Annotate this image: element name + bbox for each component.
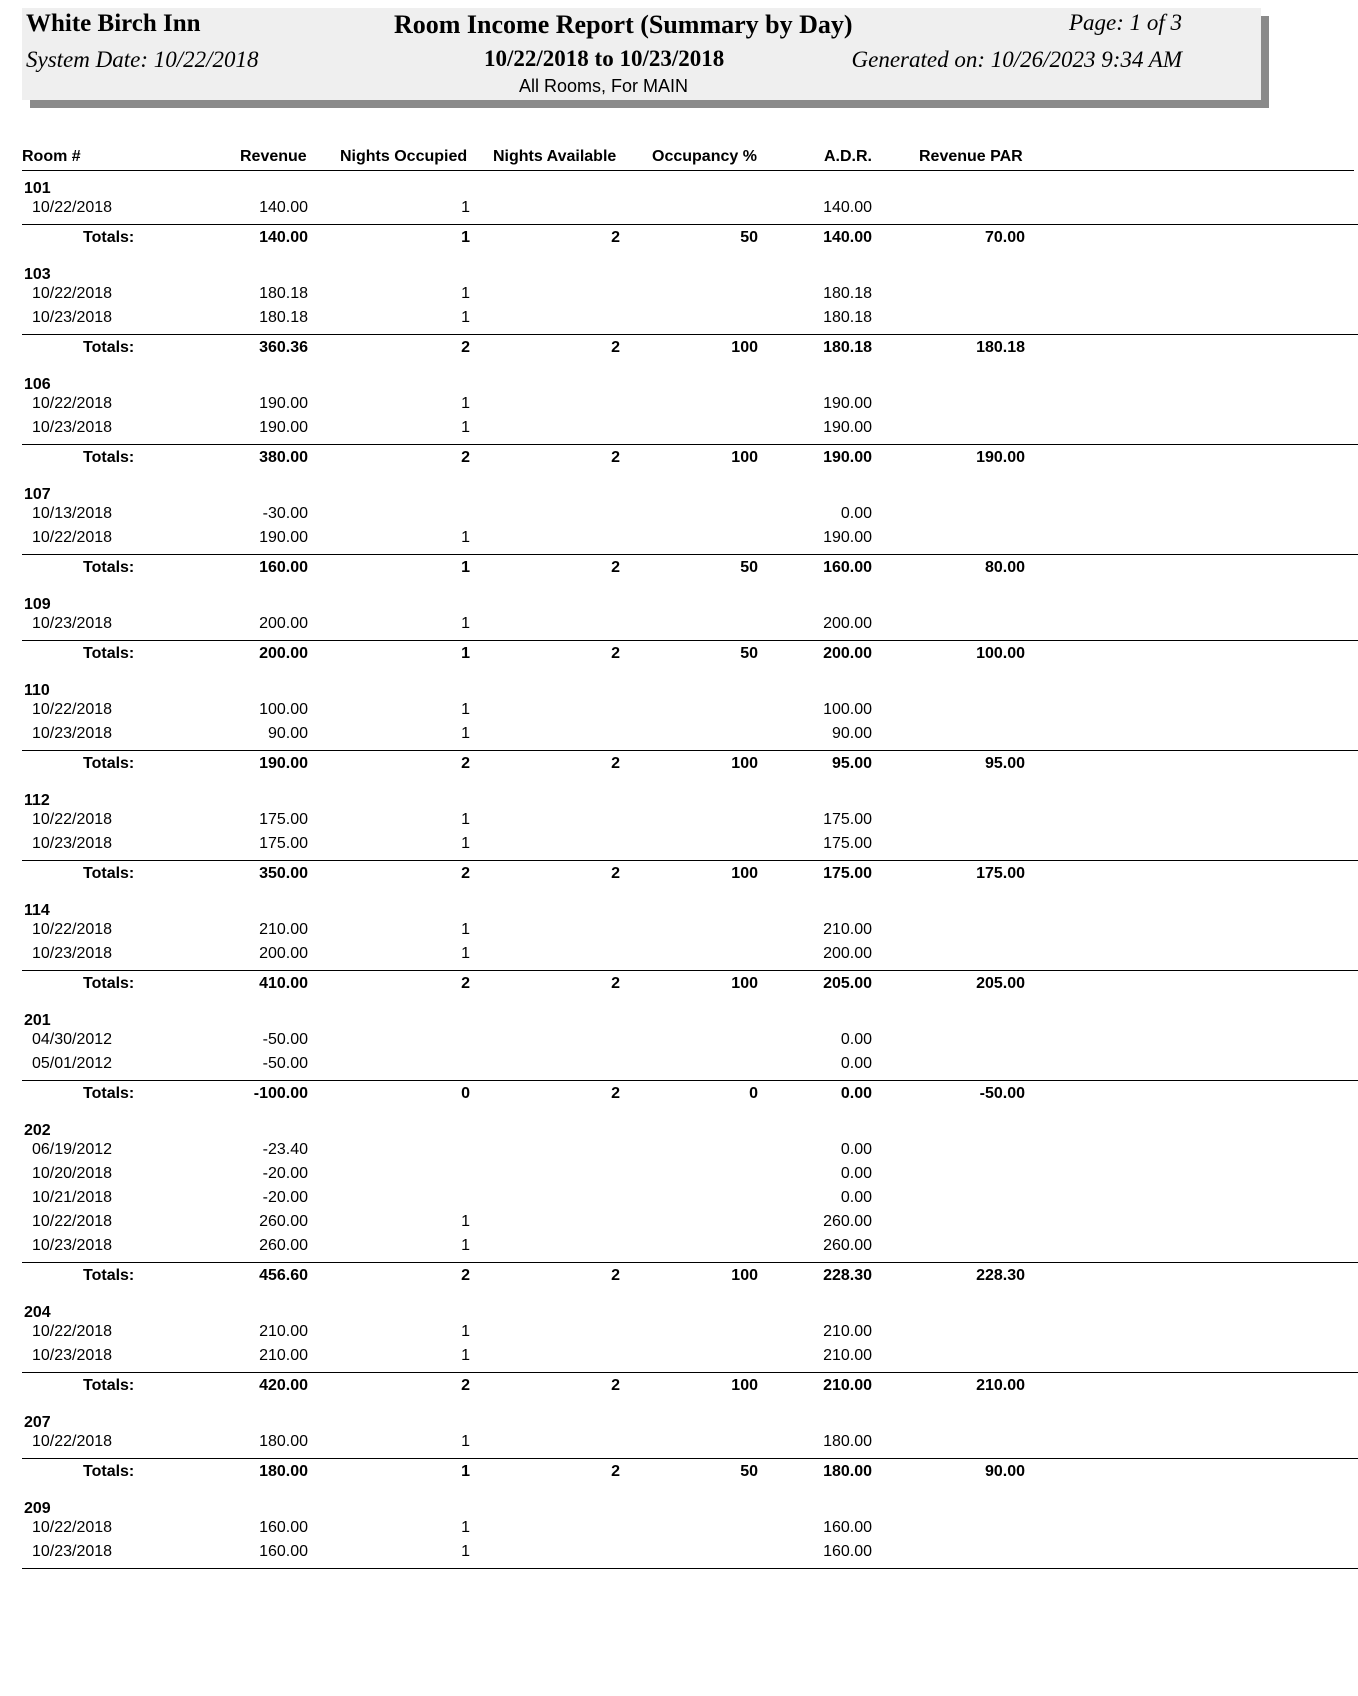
row-date: 10/20/2018 [32, 1165, 113, 1182]
totals-revenue: 456.60 [259, 1267, 308, 1284]
totals-nights-occupied: 2 [461, 339, 470, 356]
page-indicator: Page: 1 of 3 [1068, 10, 1182, 35]
totals-revpar: -50.00 [979, 1085, 1025, 1102]
row-nights-occupied: 1 [461, 309, 470, 326]
room-number: 109 [24, 596, 51, 613]
row-date: 10/22/2018 [32, 701, 113, 718]
totals-nights-available: 2 [611, 1085, 620, 1102]
totals-revpar: 205.00 [976, 975, 1025, 992]
row-date: 10/23/2018 [32, 945, 113, 962]
row-date: 04/30/2012 [32, 1031, 113, 1048]
row-revenue: -30.00 [262, 505, 308, 522]
room-group [22, 1114, 1358, 1296]
detail-row [22, 306, 1358, 330]
totals-revpar: 190.00 [976, 449, 1025, 466]
row-adr: 160.00 [823, 1519, 872, 1536]
row-revenue: 180.00 [259, 1433, 308, 1450]
row-revenue: -23.40 [262, 1141, 308, 1158]
detail-row [22, 196, 1358, 220]
row-revenue: 190.00 [259, 529, 308, 546]
room-group [22, 1296, 1358, 1406]
totals-adr: 200.00 [823, 645, 872, 662]
room-group [22, 588, 1358, 674]
totals-label: Totals: [83, 1463, 135, 1480]
room-number: 209 [24, 1500, 51, 1517]
row-nights-occupied: 1 [461, 1237, 470, 1254]
col-nights-available: Nights Available [493, 148, 617, 165]
room-group [22, 1004, 1358, 1114]
totals-row [22, 554, 1358, 582]
row-adr: 175.00 [823, 811, 872, 828]
totals-adr: 95.00 [831, 755, 872, 772]
totals-revenue: 420.00 [259, 1377, 308, 1394]
room-number: 114 [24, 902, 50, 919]
room-number: 107 [24, 486, 51, 503]
row-revenue: 160.00 [259, 1519, 308, 1536]
row-nights-occupied: 1 [461, 921, 470, 938]
totals-revpar: 80.00 [984, 559, 1025, 576]
detail-row [22, 1186, 1358, 1210]
totals-nights-available: 2 [611, 449, 620, 466]
row-nights-occupied: 1 [461, 811, 470, 828]
row-date: 10/23/2018 [32, 1543, 113, 1560]
row-date: 10/23/2018 [32, 835, 113, 852]
row-adr: 180.18 [823, 285, 872, 302]
row-date: 10/22/2018 [32, 199, 113, 216]
row-revenue: -20.00 [262, 1165, 308, 1182]
row-revenue: -50.00 [262, 1055, 308, 1072]
row-nights-occupied: 1 [461, 285, 470, 302]
row-date: 06/19/2012 [32, 1141, 113, 1158]
totals-row [22, 970, 1358, 998]
totals-row [22, 1080, 1358, 1108]
detail-row [22, 612, 1358, 636]
room-group [22, 784, 1358, 894]
totals-revenue: 160.00 [259, 559, 308, 576]
row-adr: 190.00 [823, 529, 872, 546]
row-adr: 100.00 [823, 701, 872, 718]
totals-label: Totals: [83, 865, 135, 882]
room-group [22, 1492, 1358, 1575]
room-number: 112 [24, 792, 50, 809]
row-adr: 180.18 [823, 309, 872, 326]
totals-nights-occupied: 2 [461, 865, 470, 882]
totals-nights-available: 2 [611, 339, 620, 356]
totals-occupancy: 50 [740, 645, 758, 662]
date-range: 10/22/2018 to 10/23/2018 [484, 46, 725, 71]
totals-revpar: 100.00 [976, 645, 1025, 662]
totals-occupancy: 100 [731, 1377, 758, 1394]
totals-nights-available: 2 [611, 865, 620, 882]
row-adr: 260.00 [823, 1237, 872, 1254]
totals-row [22, 640, 1358, 668]
room-group [22, 478, 1358, 588]
row-adr: 200.00 [823, 615, 872, 632]
totals-label: Totals: [83, 449, 135, 466]
detail-row [22, 1320, 1358, 1344]
totals-adr: 205.00 [823, 975, 872, 992]
totals-adr: 228.30 [823, 1267, 872, 1284]
totals-nights-occupied: 2 [461, 1377, 470, 1394]
totals-label: Totals: [83, 975, 135, 992]
row-date: 10/23/2018 [32, 1347, 113, 1364]
totals-adr: 140.00 [823, 229, 872, 246]
row-nights-occupied: 1 [461, 1519, 470, 1536]
row-adr: 260.00 [823, 1213, 872, 1230]
totals-adr: 180.18 [823, 339, 872, 356]
detail-row [22, 1028, 1358, 1052]
totals-revpar: 180.18 [976, 339, 1025, 356]
detail-row [22, 832, 1358, 856]
totals-revpar: 95.00 [984, 755, 1025, 772]
row-revenue: 175.00 [259, 811, 308, 828]
totals-revenue: 360.36 [259, 339, 308, 356]
totals-nights-available: 2 [611, 755, 620, 772]
row-revenue: 210.00 [259, 1347, 308, 1364]
room-number: 204 [24, 1304, 51, 1321]
room-group [22, 1406, 1358, 1492]
row-nights-occupied: 1 [461, 1347, 470, 1364]
totals-revenue: 200.00 [259, 645, 308, 662]
row-adr: 210.00 [823, 921, 872, 938]
detail-row [22, 1210, 1358, 1234]
row-date: 05/01/2012 [32, 1055, 113, 1072]
row-nights-occupied: 1 [461, 725, 470, 742]
totals-row [22, 224, 1358, 252]
totals-nights-available: 2 [611, 975, 620, 992]
detail-row [22, 698, 1358, 722]
row-adr: 200.00 [823, 945, 872, 962]
totals-revpar: 90.00 [984, 1463, 1025, 1480]
totals-row [22, 860, 1358, 888]
row-revenue: 140.00 [259, 199, 308, 216]
totals-label: Totals: [83, 1085, 135, 1102]
row-date: 10/22/2018 [32, 811, 113, 828]
row-nights-occupied: 1 [461, 395, 470, 412]
totals-occupancy: 100 [731, 449, 758, 466]
row-date: 10/21/2018 [32, 1189, 113, 1206]
totals-nights-occupied: 1 [461, 559, 470, 576]
detail-row [22, 722, 1358, 746]
detail-row [22, 1540, 1358, 1564]
room-group [22, 894, 1358, 1004]
totals-revpar: 70.00 [984, 229, 1025, 246]
totals-adr: 160.00 [823, 559, 872, 576]
row-revenue: 210.00 [259, 1323, 308, 1340]
row-revenue: 175.00 [259, 835, 308, 852]
row-adr: 190.00 [823, 395, 872, 412]
room-number: 207 [24, 1414, 51, 1431]
col-room: Room # [22, 148, 81, 165]
row-adr: 0.00 [840, 1031, 872, 1048]
totals-label: Totals: [83, 229, 135, 246]
row-nights-occupied: 1 [461, 419, 470, 436]
row-date: 10/22/2018 [32, 1433, 113, 1450]
totals-label: Totals: [83, 1267, 135, 1284]
row-date: 10/22/2018 [32, 921, 113, 938]
totals-nights-occupied: 2 [461, 1267, 470, 1284]
col-occupancy: Occupancy % [652, 148, 757, 165]
totals-occupancy: 100 [731, 975, 758, 992]
row-revenue: 190.00 [259, 395, 308, 412]
row-date: 10/23/2018 [32, 615, 113, 632]
row-nights-occupied: 1 [461, 1433, 470, 1450]
detail-row [22, 808, 1358, 832]
totals-revpar: 228.30 [976, 1267, 1025, 1284]
row-revenue: -50.00 [262, 1031, 308, 1048]
totals-adr: 190.00 [823, 449, 872, 466]
row-date: 10/23/2018 [32, 725, 113, 742]
col-nights-occupied: Nights Occupied [340, 148, 468, 165]
room-number: 106 [24, 376, 51, 393]
header-box [22, 8, 1261, 100]
row-date: 10/22/2018 [32, 285, 113, 302]
detail-row [22, 1052, 1358, 1076]
row-nights-occupied: 1 [461, 1323, 470, 1340]
totals-nights-available: 2 [611, 1267, 620, 1284]
totals-occupancy: 50 [740, 1463, 758, 1480]
room-number: 202 [24, 1122, 51, 1139]
room-group [22, 674, 1358, 784]
detail-row [22, 392, 1358, 416]
group-spacer [22, 1569, 1358, 1575]
totals-row [22, 750, 1358, 778]
report-title: Room Income Report (Summary by Day) [394, 10, 853, 39]
totals-row [22, 1458, 1358, 1486]
room-number: 201 [24, 1012, 51, 1029]
row-adr: 210.00 [823, 1323, 872, 1340]
room-group [22, 368, 1358, 478]
totals-label: Totals: [83, 339, 135, 356]
row-adr: 0.00 [840, 505, 872, 522]
totals-revenue: 380.00 [259, 449, 308, 466]
row-revenue: 190.00 [259, 419, 308, 436]
room-number: 103 [24, 266, 51, 283]
row-revenue: 90.00 [267, 725, 308, 742]
row-revenue: 180.18 [259, 285, 308, 302]
report-body [22, 172, 1358, 1575]
generated-on: Generated on: 10/26/2023 9:34 AM [851, 47, 1182, 72]
row-revenue: 260.00 [259, 1213, 308, 1230]
row-revenue: 200.00 [259, 945, 308, 962]
totals-nights-occupied: 1 [461, 229, 470, 246]
report-header [22, 8, 1261, 100]
room-number: 110 [24, 682, 50, 699]
row-revenue: 180.18 [259, 309, 308, 326]
row-revenue: 200.00 [259, 615, 308, 632]
row-adr: 160.00 [823, 1543, 872, 1560]
totals-row [22, 334, 1358, 362]
row-revenue: 100.00 [259, 701, 308, 718]
row-nights-occupied: 1 [461, 615, 470, 632]
totals-revenue: -100.00 [253, 1085, 308, 1102]
row-adr: 210.00 [823, 1347, 872, 1364]
totals-row [22, 1372, 1358, 1400]
totals-revenue: 350.00 [259, 865, 308, 882]
row-date: 10/22/2018 [32, 395, 113, 412]
totals-revenue: 190.00 [259, 755, 308, 772]
totals-adr: 180.00 [823, 1463, 872, 1480]
totals-adr: 175.00 [823, 865, 872, 882]
detail-row [22, 1516, 1358, 1540]
totals-occupancy: 100 [731, 865, 758, 882]
totals-nights-available: 2 [611, 1463, 620, 1480]
row-revenue: 210.00 [259, 921, 308, 938]
totals-label: Totals: [83, 645, 135, 662]
row-revenue: -20.00 [262, 1189, 308, 1206]
row-nights-occupied: 1 [461, 1213, 470, 1230]
detail-row [22, 942, 1358, 966]
row-revenue: 160.00 [259, 1543, 308, 1560]
row-date: 10/22/2018 [32, 1323, 113, 1340]
row-nights-occupied: 1 [461, 199, 470, 216]
totals-revenue: 180.00 [259, 1463, 308, 1480]
totals-label: Totals: [83, 1377, 135, 1394]
row-nights-occupied: 1 [461, 945, 470, 962]
detail-row [22, 918, 1358, 942]
detail-row [22, 502, 1358, 526]
totals-occupancy: 50 [740, 559, 758, 576]
row-nights-occupied: 1 [461, 529, 470, 546]
inn-name: White Birch Inn [26, 10, 201, 37]
totals-nights-occupied: 2 [461, 975, 470, 992]
row-nights-occupied: 1 [461, 835, 470, 852]
totals-nights-available: 2 [611, 559, 620, 576]
totals-row [22, 1262, 1358, 1290]
row-date: 10/22/2018 [32, 1519, 113, 1536]
totals-label: Totals: [83, 755, 135, 772]
totals-nights-occupied: 2 [461, 449, 470, 466]
row-adr: 0.00 [840, 1189, 872, 1206]
room-group [22, 258, 1358, 368]
totals-nights-available: 2 [611, 645, 620, 662]
totals-occupancy: 0 [749, 1085, 758, 1102]
row-date: 10/23/2018 [32, 309, 113, 326]
detail-row [22, 526, 1358, 550]
detail-row [22, 1162, 1358, 1186]
totals-occupancy: 50 [740, 229, 758, 246]
row-adr: 190.00 [823, 419, 872, 436]
row-adr: 0.00 [840, 1055, 872, 1072]
totals-label: Totals: [83, 559, 135, 576]
row-date: 10/13/2018 [32, 505, 113, 522]
col-revpar: Revenue PAR [919, 148, 1023, 165]
detail-row [22, 1234, 1358, 1258]
totals-nights-occupied: 0 [461, 1085, 470, 1102]
row-adr: 180.00 [823, 1433, 872, 1450]
row-date: 10/22/2018 [32, 529, 113, 546]
detail-row [22, 1344, 1358, 1368]
row-date: 10/23/2018 [32, 419, 113, 436]
row-adr: 140.00 [823, 199, 872, 216]
totals-nights-occupied: 1 [461, 1463, 470, 1480]
totals-revenue: 140.00 [259, 229, 308, 246]
row-revenue: 260.00 [259, 1237, 308, 1254]
detail-row [22, 1430, 1358, 1454]
totals-occupancy: 100 [731, 339, 758, 356]
totals-revpar: 210.00 [976, 1377, 1025, 1394]
row-date: 10/22/2018 [32, 1213, 113, 1230]
row-adr: 0.00 [840, 1165, 872, 1182]
totals-adr: 210.00 [823, 1377, 872, 1394]
report-scope: All Rooms, For MAIN [519, 76, 689, 96]
totals-revenue: 410.00 [259, 975, 308, 992]
totals-revpar: 175.00 [976, 865, 1025, 882]
totals-occupancy: 100 [731, 1267, 758, 1284]
system-date: System Date: 10/22/2018 [26, 47, 259, 72]
totals-occupancy: 100 [731, 755, 758, 772]
column-headers [22, 148, 1354, 171]
totals-adr: 0.00 [840, 1085, 872, 1102]
detail-row [22, 282, 1358, 306]
row-adr: 175.00 [823, 835, 872, 852]
detail-row [22, 1138, 1358, 1162]
row-nights-occupied: 1 [461, 1543, 470, 1560]
totals-nights-available: 2 [611, 229, 620, 246]
col-revenue: Revenue [240, 148, 307, 165]
row-nights-occupied: 1 [461, 701, 470, 718]
totals-nights-available: 2 [611, 1377, 620, 1394]
room-group [22, 172, 1358, 258]
row-adr: 90.00 [831, 725, 872, 742]
row-date: 10/23/2018 [32, 1237, 113, 1254]
room-number: 101 [24, 180, 51, 197]
detail-row [22, 416, 1358, 440]
totals-nights-occupied: 1 [461, 645, 470, 662]
row-adr: 0.00 [840, 1141, 872, 1158]
totals-nights-occupied: 2 [461, 755, 470, 772]
col-adr: A.D.R. [824, 148, 872, 165]
totals-row [22, 444, 1358, 472]
